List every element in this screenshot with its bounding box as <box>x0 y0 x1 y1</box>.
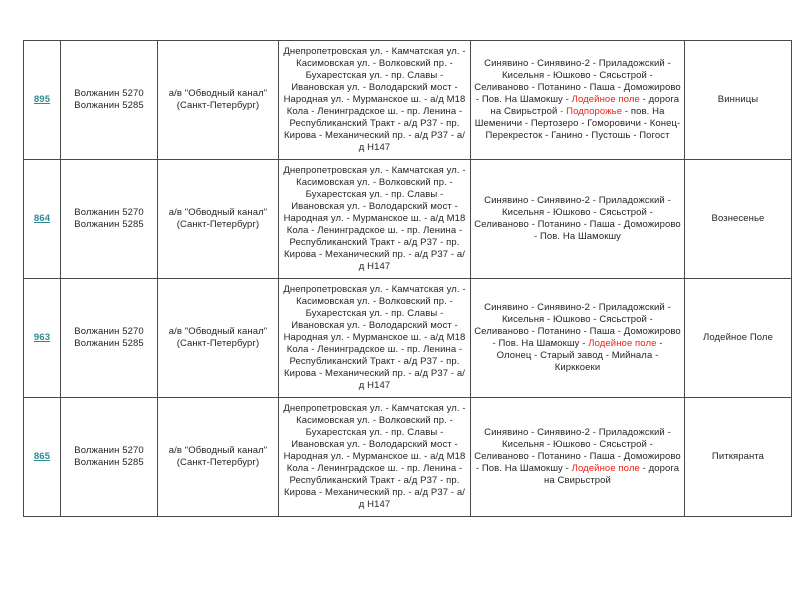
route-number-cell <box>24 41 61 160</box>
region-route-segment: - дорога на Свирьстрой <box>544 463 680 486</box>
destination-cell <box>685 398 792 517</box>
terminal-cell <box>158 160 279 279</box>
destination-cell <box>685 279 792 398</box>
city-route-text: Днепропетровская ул. - Камчатская ул. - Касимовская ул. - Волковский пр. - Бухарестская ул. - пр. Славы - Ивановская ул. - Володарский мост - Народная ул. - Мурманское ш. - а/д М18 Кола - Ленинградское ш. - пр. Ленина - Республиканский Тракт - а/д Р37 - пр. Кирова - Механический пр. - а/д Р37 - а/д Н147 <box>283 284 466 391</box>
region-route-text <box>474 58 681 141</box>
route-number-link[interactable]: 865 <box>33 451 51 462</box>
destination-text: Лодейное Поле <box>703 332 773 343</box>
vehicles-cell <box>61 41 158 160</box>
table-row <box>24 398 792 517</box>
region-route-segment: Синявино - Синявино-2 - Приладожский - Кисельня - Юшково - Сясьстрой - Селиваново - Потанино - Паша - Доможирово - Пов. На Шамокшу <box>474 195 681 242</box>
vehicles-cell <box>61 398 158 517</box>
city-route-text: Днепропетровская ул. - Камчатская ул. - Касимовская ул. - Волковский пр. - Бухарестская ул. - пр. Славы - Ивановская ул. - Володарский мост - Народная ул. - Мурманское ш. - а/д М18 Кола - Ленинградское ш. - пр. Ленина - Республиканский Тракт - а/д Р37 - пр. Кирова - Механический пр. - а/д Р37 - а/д Н147 <box>283 403 466 510</box>
table-row <box>24 41 792 160</box>
city-route-cell <box>279 279 471 398</box>
city-route-text: Днепропетровская ул. - Камчатская ул. - Касимовская ул. - Волковский пр. - Бухарестская ул. - пр. Славы - Ивановская ул. - Володарский мост - Народная ул. - Мурманское ш. - а/д М18 Кола - Ленинградское ш. - пр. Ленина - Республиканский Тракт - а/д Р37 - пр. Кирова - Механический пр. - а/д Р37 - а/д Н147 <box>283 165 466 272</box>
vehicles-cell <box>61 279 158 398</box>
highlighted-stop: Лодейное поле <box>571 94 640 105</box>
city-route-cell <box>279 398 471 517</box>
route-number-link[interactable]: 963 <box>33 332 51 343</box>
region-route-cell <box>471 279 685 398</box>
route-number-link[interactable]: 895 <box>33 94 51 105</box>
destination-cell <box>685 41 792 160</box>
vehicles-text: Волжанин 5270 Волжанин 5285 <box>74 88 144 111</box>
highlighted-stop: Лодейное поле <box>588 338 657 349</box>
table-row <box>24 160 792 279</box>
terminal-cell <box>158 398 279 517</box>
region-route-cell <box>471 160 685 279</box>
city-route-cell <box>279 160 471 279</box>
region-route-cell <box>471 398 685 517</box>
vehicles-text: Волжанин 5270 Волжанин 5285 <box>74 326 144 349</box>
terminal-cell <box>158 279 279 398</box>
city-route-cell <box>279 41 471 160</box>
region-route-segment: Синявино - Синявино-2 - Приладожский - Кисельня - Юшково - Сясьстрой - Селиваново - Потанино - Паша - Доможирово - Пов. На Шамокшу - <box>474 427 681 474</box>
route-number-link[interactable]: 864 <box>33 213 51 224</box>
region-route-segment: Синявино - Синявино-2 - Приладожский - Кисельня - Юшково - Сясьстрой - Селиваново - Потанино - Паша - Доможирово - Пов. На Шамокшу - <box>474 58 681 105</box>
region-route-cell <box>471 41 685 160</box>
destination-cell <box>685 160 792 279</box>
terminal-text: а/в "Обводный канал" (Санкт-Петербург) <box>168 445 268 468</box>
highlighted-stop: Лодейное поле <box>571 463 640 474</box>
region-route-segment: - Олонец - Старый завод - Мийнала - Кирккоеки <box>496 338 663 373</box>
route-number-cell <box>24 160 61 279</box>
terminal-text: а/в "Обводный канал" (Санкт-Петербург) <box>168 326 268 349</box>
vehicles-text: Волжанин 5270 Волжанин 5285 <box>74 207 144 230</box>
highlighted-stop: - Подпорожье <box>560 106 623 117</box>
vehicles-cell <box>61 160 158 279</box>
terminal-text: а/в "Обводный канал" (Санкт-Петербург) <box>168 207 268 230</box>
routes-table <box>23 40 792 517</box>
vehicles-text: Волжанин 5270 Волжанин 5285 <box>74 445 144 468</box>
terminal-cell <box>158 41 279 160</box>
region-route-segment: - пов. На Шеменичи - Пертозеро - Гоморовичи - Конец-Перекресток - Ганино - Пустошь - Погост <box>474 106 681 141</box>
destination-text: Вознесенье <box>711 213 765 224</box>
route-number-cell <box>24 279 61 398</box>
region-route-segment: Синявино - Синявино-2 - Приладожский - Кисельня - Юшково - Сясьстрой - Селиваново - Потанино - Паша - Доможирово - Пов. На Шамокшу - <box>474 302 681 349</box>
routes-table-body <box>24 41 792 517</box>
table-row <box>24 279 792 398</box>
region-route-text <box>474 195 681 242</box>
destination-text: Винницы <box>717 94 759 105</box>
destination-text: Питкяранта <box>711 451 765 462</box>
route-number-cell <box>24 398 61 517</box>
city-route-text: Днепропетровская ул. - Камчатская ул. - Касимовская ул. - Волковский пр. - Бухарестская ул. - пр. Славы - Ивановская ул. - Володарский мост - Народная ул. - Мурманское ш. - а/д М18 Кола - Ленинградское ш. - пр. Ленина - Республиканский Тракт - а/д Р37 - пр. Кирова - Механический пр. - а/д Р37 - а/д Н147 <box>283 46 466 153</box>
terminal-text: а/в "Обводный канал" (Санкт-Петербург) <box>168 88 268 111</box>
region-route-text <box>474 302 681 373</box>
region-route-text <box>474 427 681 486</box>
region-route-segment: - дорога на Свирьстрой <box>490 94 680 117</box>
